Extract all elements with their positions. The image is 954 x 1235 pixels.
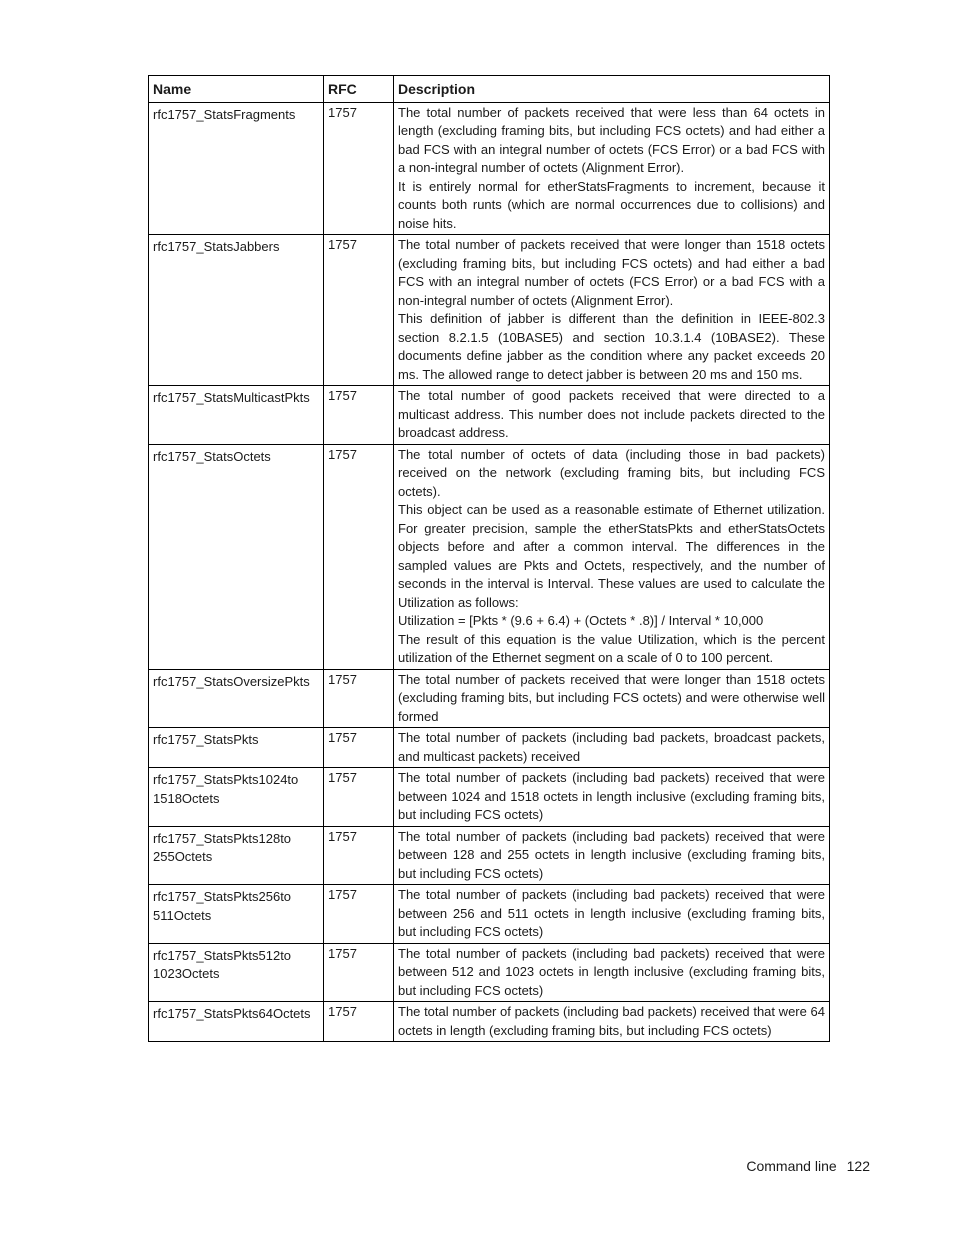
cell-rfc: 1757	[324, 943, 394, 1002]
cell-name: rfc1757_StatsJabbers	[149, 235, 324, 386]
cell-rfc: 1757	[324, 826, 394, 885]
description-paragraph: The result of this equation is the value Utilization, which is the percent utilization of the Ethernet segment on a scale of 0 to 100 percent.	[398, 631, 825, 665]
description-paragraph: This definition of jabber is different than the definition in IEEE-802.3 section 8.2.1.5 (10BASE5) and section 10.3.1.4 (10BASE2). These documents define jabber as the condition where any packet exceeds 20 ms. The allowed range to detect jabber is between 20 ms and 150 ms.	[398, 311, 825, 382]
cell-description	[394, 728, 830, 768]
cell-rfc: 1757	[324, 444, 394, 669]
table-row	[149, 386, 830, 445]
footer-section: Command line	[746, 1158, 837, 1174]
description-paragraph: This object can be used as a reasonable estimate of Ethernet utilization. For greater precision, sample the etherStatsPkts and etherStatsOctets objects before and after a common interval. The differences in the sampled values are Pkts and Octets, respectively, and the number of seconds in the interval is Interval. These values are used to calculate the Utilization as follows:	[398, 502, 825, 610]
cell-name: rfc1757_StatsOversizePkts	[149, 669, 324, 728]
description-paragraph: The total number of packets received that were longer than 1518 octets (excluding framing bits, but including FCS octets) and had either a bad FCS with an integral number of octets (FCS Error) or a bad FCS with a non-integral number of octets (Alignment Error).	[398, 237, 825, 308]
cell-name: rfc1757_StatsPkts128to 255Octets	[149, 826, 324, 885]
description-paragraph: The total number of packets (including bad packets) received that were between 1024 and 1518 octets in length inclusive (excluding framing bits, but including FCS octets)	[398, 770, 825, 822]
cell-name: rfc1757_StatsMulticastPkts	[149, 386, 324, 445]
description-paragraph: Utilization = [Pkts * (9.6 + 6.4) + (Octets * .8)] / Interval * 10,000	[398, 613, 764, 628]
cell-description	[394, 885, 830, 944]
cell-description	[394, 1002, 830, 1042]
cell-description	[394, 386, 830, 445]
description-paragraph: The total number of packets (including bad packets, broadcast packets, and multicast packets) received	[398, 730, 825, 764]
description-paragraph: The total number of good packets received that were directed to a multicast address. This number does not include packets directed to the broadcast address.	[398, 388, 825, 440]
cell-description	[394, 943, 830, 1002]
cell-description	[394, 826, 830, 885]
cell-rfc: 1757	[324, 768, 394, 827]
cell-description	[394, 444, 830, 669]
cell-rfc: 1757	[324, 102, 394, 235]
table-row	[149, 1002, 830, 1042]
table-row	[149, 102, 830, 235]
mib-table	[148, 75, 830, 1042]
description-paragraph: The total number of packets received that were longer than 1518 octets (excluding framing bits, but including FCS octets) and were otherwise well formed	[398, 671, 825, 724]
cell-rfc: 1757	[324, 885, 394, 944]
table-row	[149, 885, 830, 944]
description-paragraph: The total number of packets (including bad packets) received that were between 128 and 255 octets in length inclusive (excluding framing bits, but including FCS octets)	[398, 828, 825, 881]
page-footer	[746, 1158, 870, 1174]
header-description: Description	[394, 76, 830, 103]
table-body	[149, 102, 830, 1042]
cell-rfc: 1757	[324, 669, 394, 728]
table-row	[149, 826, 830, 885]
cell-name: rfc1757_StatsPkts256to 511Octets	[149, 885, 324, 944]
description-paragraph: The total number of packets (including bad packets) received that were 64 octets in length (excluding framing bits, but including FCS octets)	[398, 1004, 825, 1038]
description-paragraph: The total number of octets of data (including those in bad packets) received on the network (excluding framing bits, but including FCS octets).	[398, 446, 825, 499]
cell-name: rfc1757_StatsPkts1024to 1518Octets	[149, 768, 324, 827]
cell-name: rfc1757_StatsPkts64Octets	[149, 1002, 324, 1042]
cell-description	[394, 102, 830, 235]
table-row	[149, 444, 830, 669]
cell-rfc: 1757	[324, 235, 394, 386]
header-name: Name	[149, 76, 324, 103]
description-paragraph: The total number of packets received that were less than 64 octets in length (excluding framing bits, but including FCS octets) and had either a bad FCS with an integral number of octets (FCS Error) or a bad FCS with a non-integral number of octets (Alignment Error).	[398, 104, 825, 175]
table-row	[149, 235, 830, 386]
cell-description	[394, 669, 830, 728]
table-row	[149, 943, 830, 1002]
cell-name: rfc1757_StatsOctets	[149, 444, 324, 669]
table-row	[149, 768, 830, 827]
cell-rfc: 1757	[324, 728, 394, 768]
cell-name: rfc1757_StatsPkts	[149, 728, 324, 768]
cell-description	[394, 235, 830, 386]
page-number: 122	[846, 1158, 870, 1174]
cell-rfc: 1757	[324, 386, 394, 445]
table-row	[149, 669, 830, 728]
cell-name: rfc1757_StatsFragments	[149, 102, 324, 235]
description-paragraph: The total number of packets (including bad packets) received that were between 256 and 511 octets in length inclusive (excluding framing bits, but including FCS octets)	[398, 887, 825, 939]
cell-rfc: 1757	[324, 1002, 394, 1042]
table-header-row	[149, 76, 830, 103]
description-paragraph: It is entirely normal for etherStatsFragments to increment, because it counts both runts (which are normal occurrences due to collisions) and noise hits.	[398, 178, 825, 231]
cell-description	[394, 768, 830, 827]
cell-name: rfc1757_StatsPkts512to 1023Octets	[149, 943, 324, 1002]
table-row	[149, 728, 830, 768]
description-paragraph: The total number of packets (including bad packets) received that were between 512 and 1023 octets in length inclusive (excluding framing bits, but including FCS octets)	[398, 945, 825, 998]
header-rfc: RFC	[324, 76, 394, 103]
